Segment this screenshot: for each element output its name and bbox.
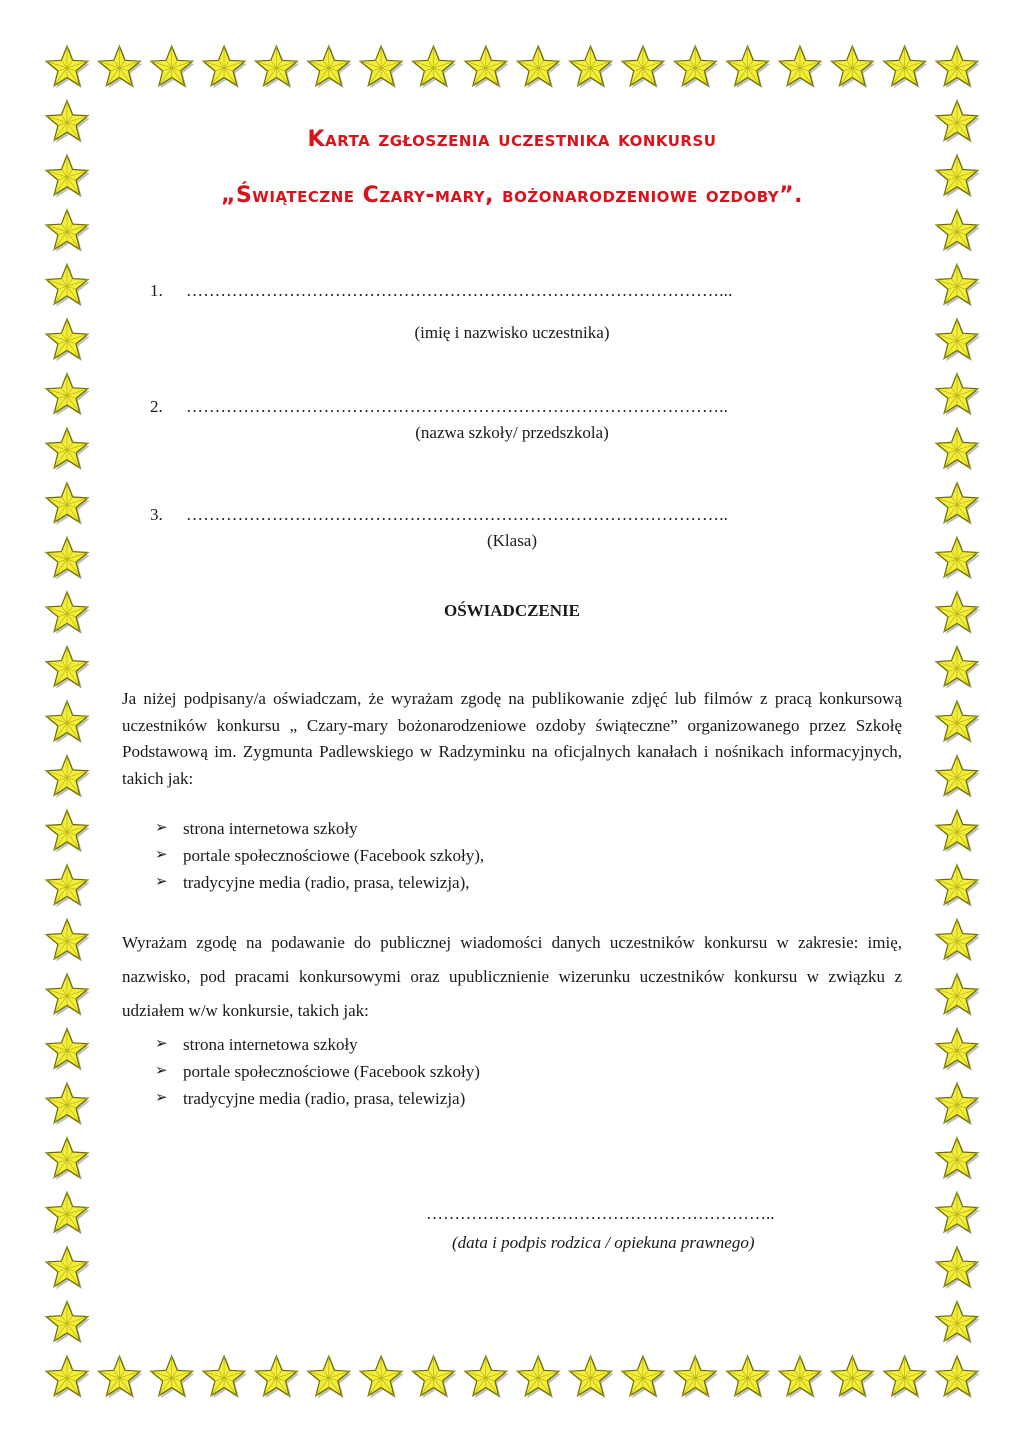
star-icon xyxy=(936,264,980,306)
star-icon xyxy=(936,756,980,798)
star-icon xyxy=(727,46,771,88)
star-icon xyxy=(779,46,823,88)
star-icon xyxy=(936,1083,980,1125)
star-icon xyxy=(46,919,90,961)
star-icon xyxy=(46,1192,90,1234)
star-icon xyxy=(46,1356,90,1398)
star-icon xyxy=(203,46,247,88)
star-icon xyxy=(884,1356,928,1398)
star-icon xyxy=(936,210,980,252)
star-icon xyxy=(936,1356,980,1398)
star-icon xyxy=(622,1356,666,1398)
media-list-2 xyxy=(155,1031,480,1112)
star-icon xyxy=(98,1356,142,1398)
field-caption-participant: (imię i nazwisko uczestnika) xyxy=(414,323,610,342)
star-icon xyxy=(517,46,561,88)
star-icon xyxy=(936,974,980,1016)
star-icon xyxy=(831,46,875,88)
star-icon xyxy=(151,1356,195,1398)
star-icon xyxy=(936,1029,980,1071)
field-caption-class: (Klasa) xyxy=(486,531,538,550)
star-icon xyxy=(46,810,90,852)
star-icon xyxy=(936,865,980,907)
star-icon xyxy=(46,1138,90,1180)
star-icon xyxy=(936,1138,980,1180)
field-class[interactable] xyxy=(150,505,910,525)
star-icon xyxy=(256,46,300,88)
signature-caption: (data i podpis rodzica / opiekuna prawnego) xyxy=(452,1233,755,1252)
star-icon xyxy=(936,1192,980,1234)
star-icon xyxy=(622,46,666,88)
star-icon xyxy=(46,1247,90,1289)
list-item: ➢ portale społecznościowe (Facebook szkoły), xyxy=(155,842,484,869)
star-icon xyxy=(46,646,90,688)
star-icon xyxy=(46,701,90,743)
star-icon xyxy=(936,1301,980,1343)
star-icon xyxy=(151,46,195,88)
star-icon xyxy=(936,46,980,88)
field-number: 2. xyxy=(150,397,163,416)
fill-in-line[interactable]: ………………………………………………………………………………….. xyxy=(186,505,729,524)
star-icon xyxy=(46,483,90,525)
star-icon xyxy=(256,1356,300,1398)
star-icon xyxy=(465,46,509,88)
star-icon xyxy=(46,756,90,798)
star-icon xyxy=(413,46,457,88)
arrow-bullet-icon: ➢ xyxy=(155,1063,168,1079)
star-icon xyxy=(570,46,614,88)
field-school-name[interactable] xyxy=(150,397,910,417)
star-icon xyxy=(46,865,90,907)
arrow-bullet-icon: ➢ xyxy=(155,1090,168,1106)
fill-in-line[interactable]: ………………………………………………………………………………….. xyxy=(186,397,729,416)
fill-in-line[interactable]: …………………………………………………………………………………... xyxy=(186,281,733,300)
star-icon xyxy=(936,1247,980,1289)
star-icon xyxy=(46,46,90,88)
star-icon xyxy=(936,646,980,688)
list-item: ➢ portale społecznościowe (Facebook szkoły) xyxy=(155,1058,480,1085)
arrow-bullet-icon: ➢ xyxy=(155,820,168,836)
star-icon xyxy=(413,1356,457,1398)
star-icon xyxy=(360,1356,404,1398)
list-item: ➢ tradycyjne media (radio, prasa, telewizja), xyxy=(155,869,484,896)
contest-name: „Świąteczne Czary-mary, bożonarodzeniowe ozdoby”. xyxy=(220,183,803,208)
star-icon xyxy=(936,483,980,525)
star-icon xyxy=(46,1301,90,1343)
star-icon xyxy=(517,1356,561,1398)
form-title: Karta zgłoszenia uczestnika konkursu xyxy=(307,127,717,152)
arrow-bullet-icon: ➢ xyxy=(155,1036,168,1052)
star-icon xyxy=(46,974,90,1016)
star-icon xyxy=(831,1356,875,1398)
statement-heading: OŚWIADCZENIE xyxy=(443,601,581,620)
star-icon xyxy=(674,1356,718,1398)
field-caption-school: (nazwa szkoły/ przedszkola) xyxy=(415,423,609,442)
arrow-bullet-icon: ➢ xyxy=(155,847,168,863)
star-icon xyxy=(46,264,90,306)
star-icon xyxy=(98,46,142,88)
list-item: ➢ strona internetowa szkoły xyxy=(155,815,484,842)
star-icon xyxy=(308,1356,352,1398)
star-icon xyxy=(674,46,718,88)
list-item: ➢ tradycyjne media (radio, prasa, telewizja) xyxy=(155,1085,480,1112)
star-icon xyxy=(884,46,928,88)
field-number: 1. xyxy=(150,281,163,300)
star-icon xyxy=(936,919,980,961)
star-icon xyxy=(46,1083,90,1125)
star-icon xyxy=(779,1356,823,1398)
field-participant-name[interactable] xyxy=(150,281,910,301)
consent-paragraph-data: Wyrażam zgodę na podawanie do publicznej wiadomości danych uczestników konkursu w zakresie: imię, nazwisko, pod pracami konkursowymi oraz upublicznienie wizerunku uczestników konkursu w związku z udziałem w/w konkursie, takich jak: xyxy=(122,933,902,1020)
star-icon xyxy=(203,1356,247,1398)
arrow-bullet-icon: ➢ xyxy=(155,874,168,890)
list-item: ➢ strona internetowa szkoły xyxy=(155,1031,480,1058)
consent-paragraph-publication: Ja niżej podpisany/a oświadczam, że wyrażam zgodę na publikowanie zdjęć lub filmów z pracą konkursową uczestników konkursu „ Czary-mary bożonarodzeniowe ozdoby świąteczne” organizowanego przez Szkołę Podstawową im. Zygmunta Padlewskiego w Radzyminku na oficjalnych kanałach i nośnikach informacyjnych, takich jak: xyxy=(122,689,902,788)
star-icon xyxy=(308,46,352,88)
signature-line[interactable]: …………………………………………………….. xyxy=(426,1204,775,1223)
star-icon xyxy=(46,1029,90,1071)
star-icon xyxy=(465,1356,509,1398)
star-icon xyxy=(46,210,90,252)
star-icon xyxy=(727,1356,771,1398)
media-list-1 xyxy=(155,815,484,896)
star-icon xyxy=(570,1356,614,1398)
star-icon xyxy=(360,46,404,88)
star-icon xyxy=(46,374,90,416)
star-icon xyxy=(936,374,980,416)
field-number: 3. xyxy=(150,505,163,524)
star-icon xyxy=(936,810,980,852)
star-icon xyxy=(936,701,980,743)
